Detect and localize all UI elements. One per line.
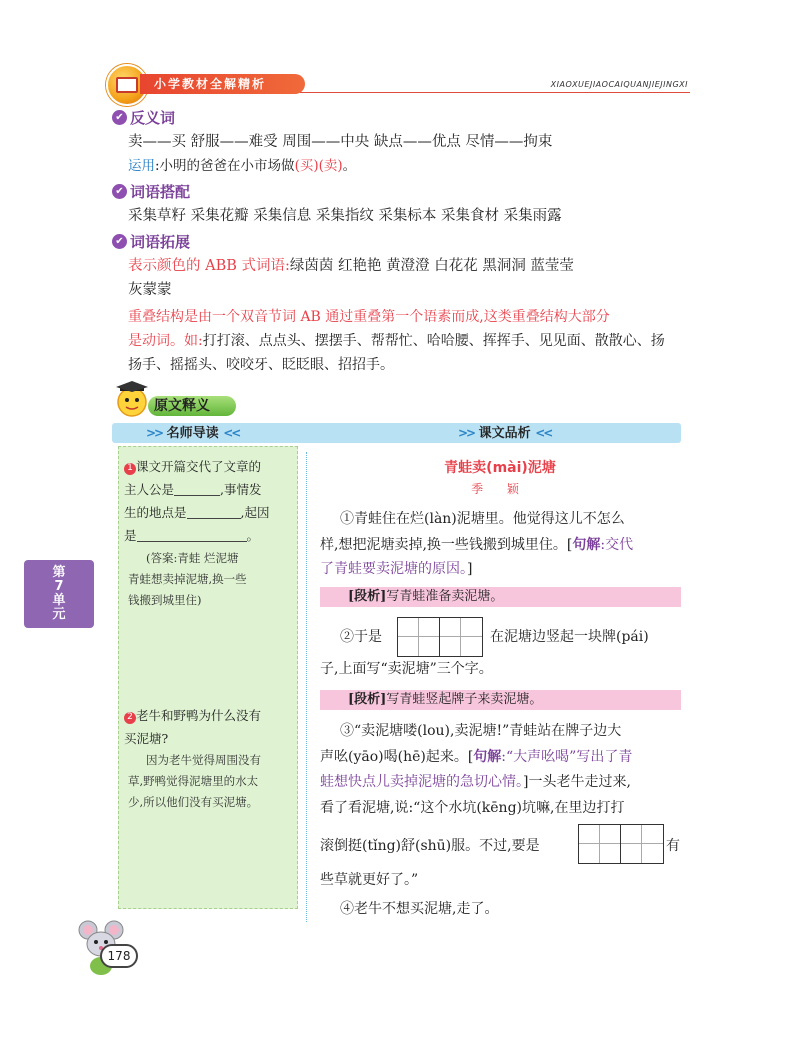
double-chevron-right-icon: >>	[146, 426, 163, 440]
antonym-pairs: 卖——买 舒服——难受 周围——中央 缺点——优点 尽情——拘束	[128, 134, 553, 150]
answer-blank	[187, 507, 241, 519]
series-pinyin-title: XIAOXUEJIAOCAIQUANJIEJINGXI	[550, 80, 688, 89]
segment-analysis-2: [段析]写青蛙竖起牌子来卖泥塘。	[320, 690, 681, 710]
char-box[interactable]	[621, 825, 663, 863]
tab-teacher-guide: >> 名师导读 <<	[146, 426, 240, 441]
antonyms-heading: ✔ 反义词	[112, 106, 175, 128]
lesson-author: 季 颖	[471, 482, 529, 496]
question-1: 1 课文开篇交代了文章的 主人公是 ,事情发 生的地点是 ,起因 是 。	[124, 459, 270, 543]
abb-words-line-2: 灰蒙蒙	[128, 282, 172, 298]
answer-blank	[174, 484, 220, 496]
column-divider	[306, 452, 307, 922]
paragraph-2-start: ②于是	[340, 629, 382, 645]
segment-analysis-1: [段析]写青蛙准备卖泥塘。	[320, 587, 681, 607]
antonym-usage: 运用:小明的爸爸在小市场做(买)(卖)。	[128, 158, 357, 174]
fill-in-boxes-1[interactable]	[397, 617, 483, 657]
abb-words-line: 表示颜色的 ABB 式词语:绿茵茵 红艳艳 黄澄澄 白花花 黑洞洞 蓝莹莹	[128, 258, 574, 274]
reduplication-examples-2: 扬手、摇摇头、咬咬牙、眨眨眼、招招手。	[128, 357, 394, 373]
double-chevron-left-icon: <<	[535, 426, 552, 440]
page-number: 178	[100, 944, 138, 968]
double-chevron-right-icon: >>	[458, 426, 475, 440]
paragraph-2-line-1: 在泥塘边竖起一块牌(pái)	[490, 629, 649, 645]
answer-2: 因为老牛觉得周围没有 草,野鸭觉得泥塘里的水太 少,所以他们没有买泥塘。	[128, 753, 261, 809]
section-banner: 原文释义	[148, 396, 236, 416]
paragraph-1-line-1: ①青蛙住在烂(làn)泥塘里。他觉得这儿不怎么	[340, 511, 625, 527]
paragraph-1-line-2: 样,想把泥塘卖掉,换一些钱搬到城里住。[句解:交代	[320, 537, 634, 553]
paragraph-1-line-3: 了青蛙要卖泥塘的原因。]	[320, 561, 473, 577]
paragraph-3-line-5: 滚倒挺(tǐng)舒(shū)服。不过,要是	[320, 838, 540, 854]
check-icon: ✔	[112, 184, 127, 199]
reduplication-desc: 重叠结构是由一个双音节词 AB 通过重叠第一个语素而成,这类重叠结构大部分	[128, 309, 610, 325]
unit-side-tab: 第 7 单 元	[24, 560, 94, 628]
header-rule	[300, 92, 690, 93]
fill-in-boxes-2[interactable]	[578, 824, 664, 864]
paragraph-3-line-6: 些草就更好了。”	[320, 872, 419, 888]
paragraph-4: ④老牛不想买泥塘,走了。	[340, 901, 499, 917]
paragraph-3-line-1: ③“卖泥塘喽(lou),卖泥塘!”青蛙站在牌子边大	[340, 723, 622, 739]
series-title: 小学教材全解精析	[140, 74, 305, 94]
char-box[interactable]	[579, 825, 621, 863]
scholar-mascot-icon	[112, 380, 152, 418]
paragraph-3-line-2: 声吆(yāo)喝(hē)起来。[句解:“大声吆喝”写出了青	[320, 749, 633, 765]
extension-heading: ✔ 词语拓展	[112, 230, 190, 252]
paragraph-3-line-3: 蛙想快点儿卖掉泥塘的急切心情。]一头老牛走过来,	[320, 774, 631, 790]
collocations-line: 采集草籽 采集花瓣 采集信息 采集指纹 采集标本 采集食材 采集雨露	[128, 208, 562, 224]
check-icon: ✔	[112, 234, 127, 249]
char-box[interactable]	[440, 618, 482, 656]
paragraph-2-line-2: 子,上面写“卖泥塘”三个字。	[320, 661, 493, 677]
tab-text-analysis: >> 课文品析 <<	[458, 426, 552, 441]
double-chevron-left-icon: <<	[223, 426, 240, 440]
question-2: 2 老牛和野鸭为什么没有 买泥塘?	[124, 708, 262, 746]
char-box[interactable]	[398, 618, 440, 656]
paragraph-3-line-5-end: 有	[666, 838, 680, 854]
lesson-title: 青蛙卖(mài)泥塘	[444, 460, 556, 476]
paragraph-3-line-4: 看了看泥塘,说:“这个水坑(kēng)坑嘛,在里边打打	[320, 800, 625, 816]
answer-blank	[137, 530, 247, 542]
collocations-heading: ✔ 词语搭配	[112, 180, 190, 202]
check-icon: ✔	[112, 110, 127, 125]
answer-1: (答案:青蛙 烂泥塘 青蛙想卖掉泥塘,换一些 钱搬到城里住)	[128, 551, 247, 607]
reduplication-examples: 是动词。如:打打滚、点点头、摆摆手、帮帮忙、哈哈腰、挥挥手、见见面、散散心、扬	[128, 333, 665, 349]
